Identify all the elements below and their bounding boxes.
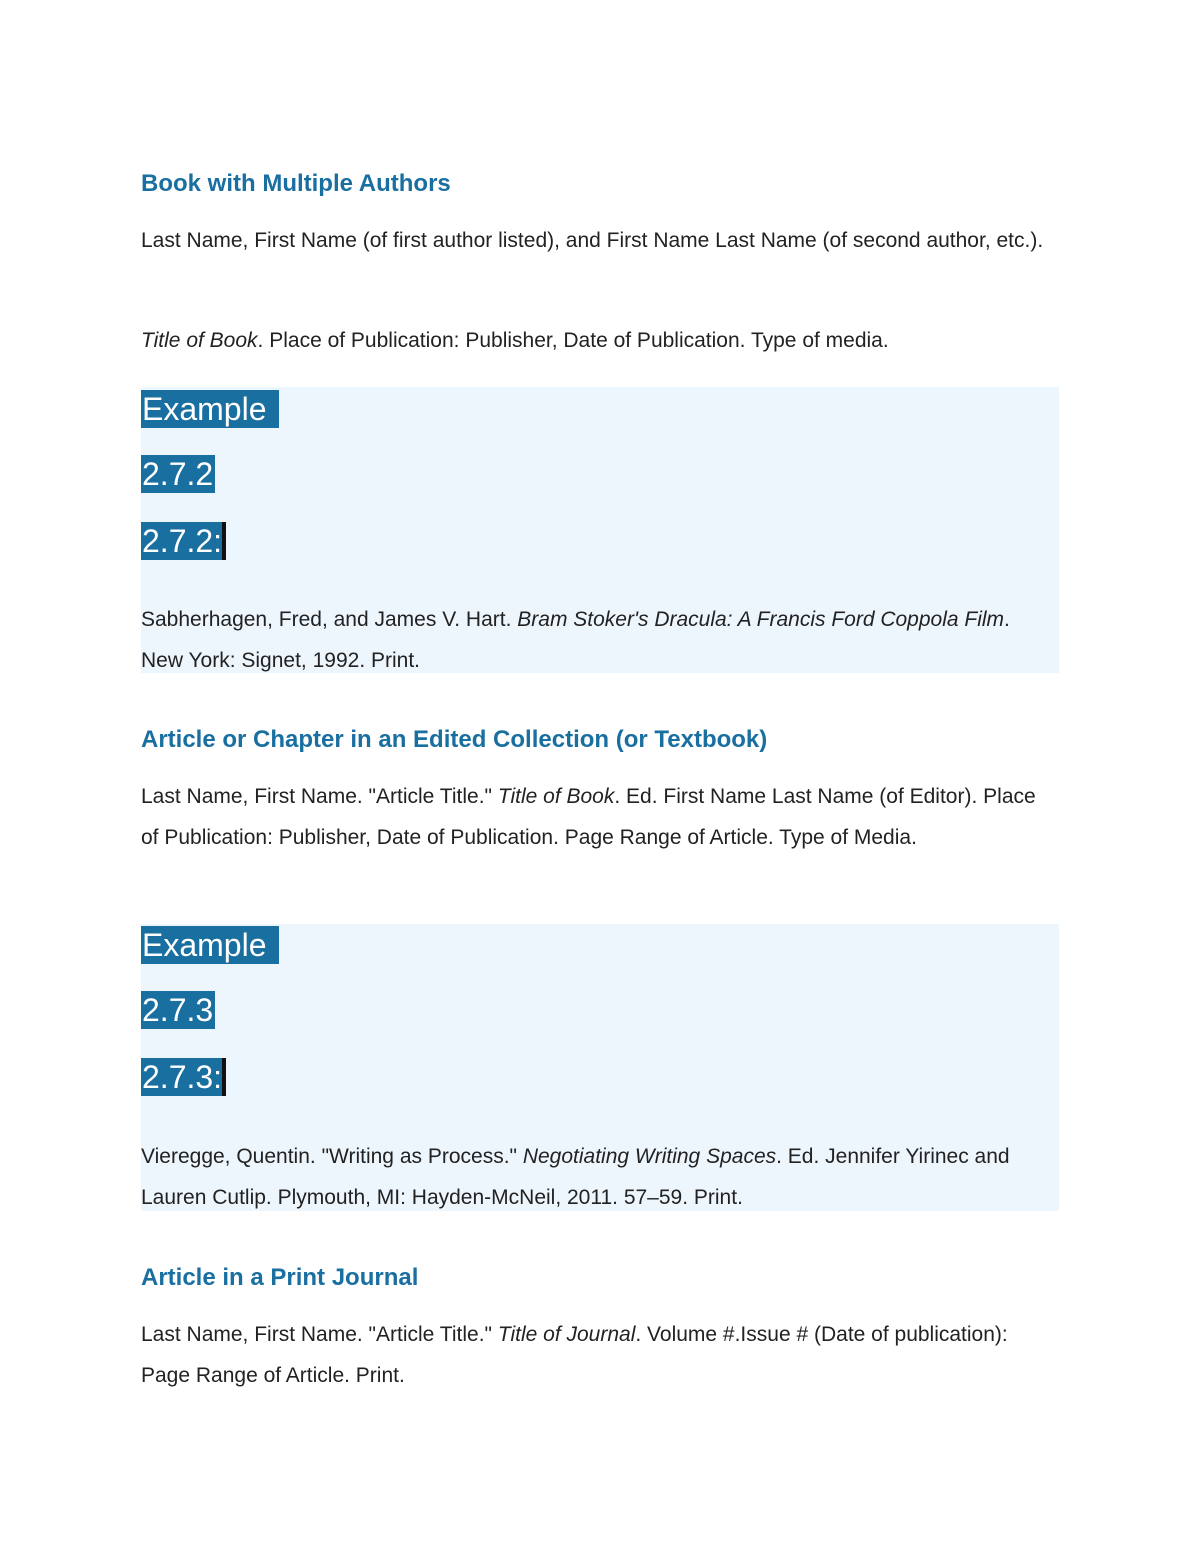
italic-title: Title of Journal (497, 1323, 636, 1346)
example-number-colon: 2.7.3: (141, 1058, 226, 1096)
example-number: 2.7.2 (142, 456, 214, 492)
section-heading-edited-collection: Article or Chapter in an Edited Collection (or Textbook) (141, 726, 768, 753)
example-label: Example (141, 390, 279, 428)
format-pre: Last Name, First Name. "Article Title." (141, 1323, 498, 1346)
cite-italic-title: Negotiating Writing Spaces (522, 1145, 777, 1168)
cite-rest: . New York: Signet, 1992. Print. (141, 608, 1010, 672)
example-box-2-7-3 (141, 924, 1059, 1211)
format-post: . Volume #.Issue # (Date of publication): Page Range of Article. Print. (141, 1323, 1008, 1387)
format-author-line: Last Name, First Name (of first author listed), and First Name Last Name (of second author, etc.). (141, 229, 1044, 252)
example-number: 2.7.3 (142, 992, 214, 1028)
format-pre: Last Name, First Name. "Article Title." (141, 785, 498, 808)
italic-title: Title of Book (141, 329, 258, 352)
example-label: Example (141, 926, 279, 964)
cite-author-title: Vieregge, Quentin. "Writing as Process." (141, 1145, 523, 1168)
example-number-colon: 2.7.2: (141, 522, 226, 560)
section-heading-book-multiple-authors: Book with Multiple Authors (141, 170, 451, 197)
section-heading-print-journal: Article in a Print Journal (141, 1264, 419, 1291)
cite-rest: . Ed. Jennifer Yirinec and Lauren Cutlip. Plymouth, MI: Hayden-McNeil, 2011. 57–59. Print. (141, 1145, 1010, 1209)
format-edited-collection (141, 776, 1059, 858)
example-box-2-7-2 (141, 387, 1059, 673)
example-citation (141, 1136, 1041, 1218)
example-citation (141, 599, 1041, 681)
format-post: . Ed. First Name Last Name (of Editor). Place of Publication: Publisher, Date of Publication. Page Range of Article. Type of Media. (141, 785, 1036, 849)
cite-authors: Sabherhagen, Fred, and James V. Hart. (141, 608, 518, 631)
italic-title: Title of Book (497, 785, 615, 808)
format-rest: . Place of Publication: Publisher, Date of Publication. Type of media. (257, 329, 889, 352)
format-print-journal (141, 1314, 1059, 1396)
cite-italic-title: Bram Stoker's Dracula: A Francis Ford Coppola Film (517, 608, 1005, 631)
format-title-line (141, 320, 1059, 361)
